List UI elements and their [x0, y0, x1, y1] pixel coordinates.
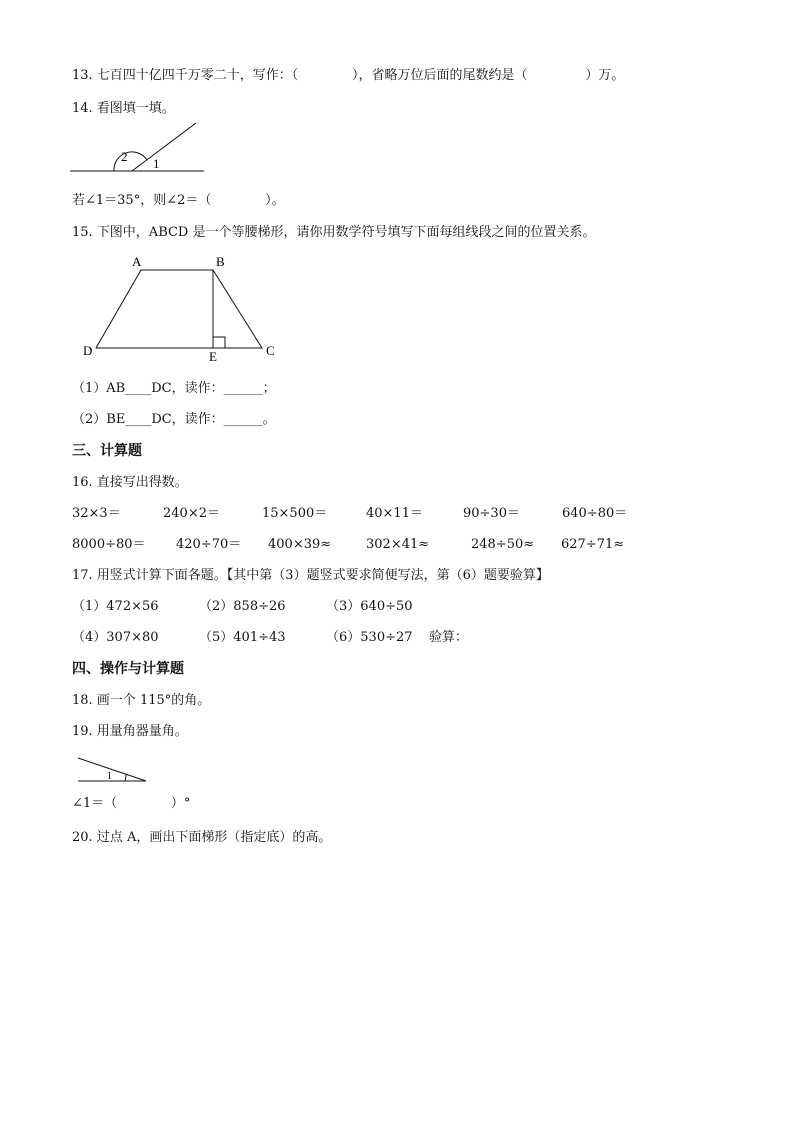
vertex-B: B [216, 254, 225, 269]
calc-item: 8000÷80＝ [72, 537, 146, 552]
question-20: 20. 过点 A，画出下面梯形（指定底）的高。 [72, 830, 332, 845]
vertex-C: C [266, 343, 275, 358]
vertex-A: A [132, 254, 142, 269]
calc-item: 420÷70＝ [176, 537, 242, 552]
vertical-calc-item: （5）401÷43 [199, 630, 286, 645]
question-19-answer: ∠1＝（ ）° [72, 796, 191, 811]
vertical-calc-item: （2）858÷26 [199, 599, 286, 614]
angle-2-label: 2 [121, 149, 128, 164]
calc-item: 248÷50≈ [471, 537, 535, 552]
vertical-calc-item: （3）640÷50 [326, 599, 413, 614]
calc-item: 90÷30＝ [463, 506, 520, 521]
vertical-calc-item: （1）472×56 [72, 599, 159, 614]
question-15-item-1: （1）AB____DC，读作：______； [72, 381, 276, 396]
vertex-D: D [83, 343, 93, 358]
calc-item: 40×11＝ [366, 506, 423, 521]
vertex-E: E [209, 349, 217, 364]
question-15-item-2: （2）BE____DC，读作：______。 [72, 412, 276, 427]
calc-item: 627÷71≈ [561, 537, 625, 552]
question-17-title: 17. 用竖式计算下面各题。【其中第（3）题竖式要求简便写法，第（6）题要验算】 [72, 568, 549, 583]
section-3-heading: 三、计算题 [72, 443, 142, 459]
question-15-title: 15. 下图中，ABCD 是一个等腰梯形，请你用数学符号填写下面每组线段之间的位置关系。 [72, 225, 596, 240]
question-14-title: 14. 看图填一填。 [72, 101, 175, 116]
angle-1-label: 1 [153, 156, 160, 171]
angle-figure-19 [74, 752, 154, 786]
question-13: 13. 七百四十亿四千万零二十，写作：（ ），省略万位后面的尾数约是（ ）万。 [72, 68, 625, 83]
question-19-title: 19. 用量角器量角。 [72, 724, 188, 739]
calc-item: 15×500＝ [262, 506, 328, 521]
section-4-heading: 四、操作与计算题 [72, 661, 184, 677]
angle-1-label: 1 [107, 771, 112, 782]
calc-item: 240×2＝ [163, 506, 220, 521]
vertical-calc-item: （6）530÷27 验算： [326, 630, 469, 645]
calc-item: 32×3＝ [72, 506, 121, 521]
question-14-answer: 若∠1＝35°，则∠2＝（ ）。 [72, 193, 285, 208]
angle-figure-14 [70, 120, 210, 176]
trapezoid-figure-15 [76, 252, 286, 367]
vertical-calc-item: （4）307×80 [72, 630, 159, 645]
question-16-title: 16. 直接写出得数。 [72, 475, 188, 490]
question-18: 18. 画一个 115°的角。 [72, 693, 211, 708]
calc-item: 640÷80＝ [562, 506, 628, 521]
calc-item: 302×41≈ [366, 537, 430, 552]
calc-item: 400×39≈ [268, 537, 332, 552]
